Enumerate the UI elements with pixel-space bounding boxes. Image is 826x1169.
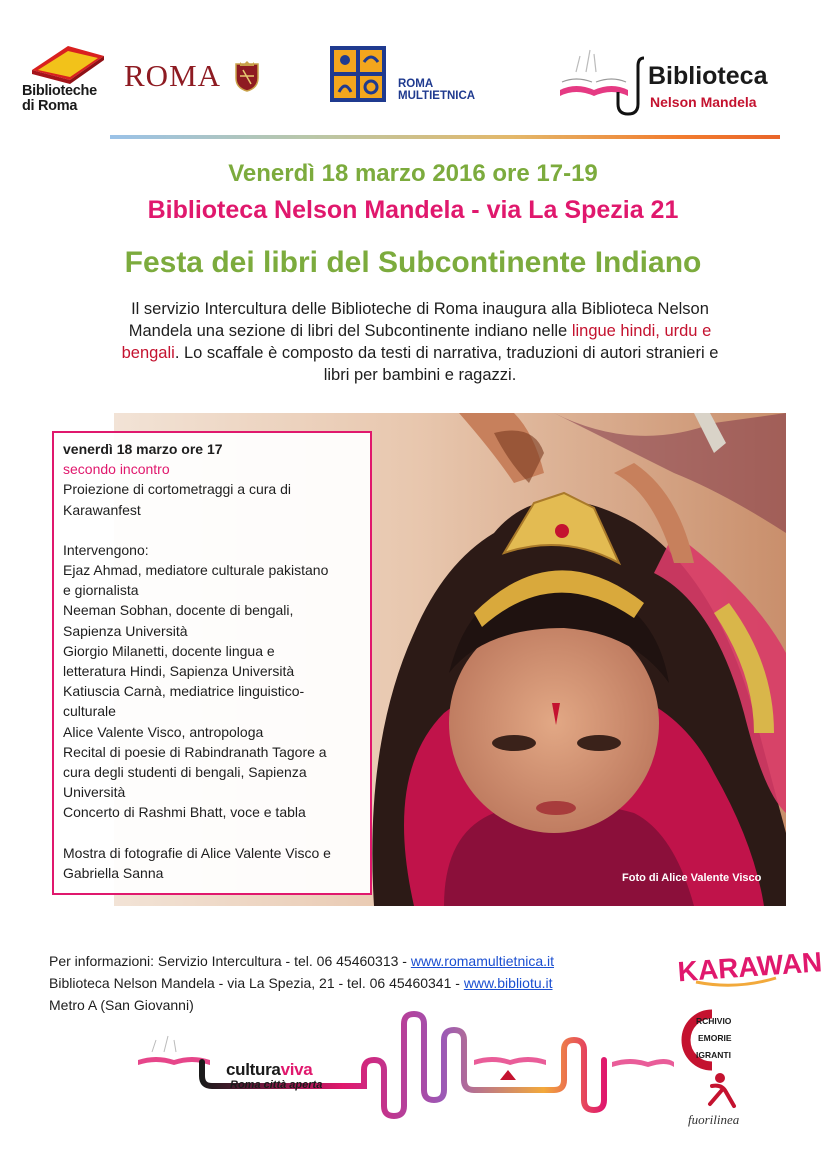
program-line: Concerto di Rashmi Bhatt, voce e tabla xyxy=(63,804,306,821)
svg-text:IGRANTI: IGRANTI xyxy=(696,1050,731,1060)
info-line-1 xyxy=(49,950,659,972)
archivio-c-icon xyxy=(678,1008,748,1072)
program-line: Ejaz Ahmad, mediatore culturale pakistano xyxy=(63,562,329,579)
fuorilinea-text: fuorilinea xyxy=(688,1112,740,1127)
biblioteca-nelson-mandela-logo xyxy=(556,42,796,118)
roma-logo xyxy=(124,58,221,98)
program-heading: venerdì 18 marzo ore 17 xyxy=(63,441,223,457)
program-line: Neeman Sobhan, docente di bengali, xyxy=(63,602,294,619)
info-line-3: Metro A (San Giovanni) xyxy=(49,997,194,1013)
program-line: cura degli studenti di bengali, Sapienza xyxy=(63,764,307,781)
program-line: Katiuscia Carnà, mediatrice linguistico- xyxy=(63,683,305,700)
multietnica-grid-icon xyxy=(330,46,386,102)
culturaviva-subtitle: Roma città aperta xyxy=(230,1079,323,1091)
info-line-2 xyxy=(49,972,659,994)
event-intro xyxy=(110,298,730,386)
karawan-wordmark-icon xyxy=(676,944,824,990)
program-line: Karawanfest xyxy=(63,501,141,518)
culturaviva-logo xyxy=(134,1010,674,1125)
archivio-memorie-migranti-logo xyxy=(678,1008,748,1072)
program-line: Gabriella Sanna xyxy=(63,864,164,881)
fuorilinea-figure-icon xyxy=(700,1072,740,1108)
program-line: Giorgio Milanetti, docente lingua e xyxy=(63,642,275,659)
intro-languages: lingue hindi, urdu e bengali xyxy=(121,322,712,362)
program-subheading: secondo incontro xyxy=(63,461,170,478)
multietnica-logo-text: ROMA MULTIETNICA xyxy=(398,78,476,102)
program-line: Recital di poesie di Rabindranath Tagore a xyxy=(63,743,327,760)
roma-logo-text: ROMA xyxy=(124,58,222,93)
program-line: letteratura Hindi, Sapienza Università xyxy=(63,663,295,680)
program-line: Sapienza Università xyxy=(63,622,188,639)
biblioteche-logo-text: Biblioteche di Roma xyxy=(22,83,97,114)
event-venue: Biblioteca Nelson Mandela - via La Spezia 21 xyxy=(147,196,679,224)
program-line: culturale xyxy=(63,703,116,720)
karawan-logo xyxy=(676,944,824,990)
program-line: Proiezione di cortometraggi a cura di xyxy=(63,481,292,498)
bibliotu-link[interactable]: www.bibliotu.it xyxy=(463,975,553,991)
svg-text:EMORIE: EMORIE xyxy=(698,1033,732,1043)
contact-info xyxy=(49,950,659,1016)
culturaviva-text: culturaviva xyxy=(226,1060,313,1079)
event-title: Festa dei libri del Subcontinente Indiano xyxy=(124,246,702,279)
nelson-logo-line2: Nelson Mandela xyxy=(650,94,757,110)
roma-shield-icon xyxy=(234,60,260,92)
culturaviva-pipe-icon xyxy=(134,1010,674,1125)
program-box xyxy=(52,431,372,895)
header-divider xyxy=(110,135,780,139)
info-phone-text: Per informazioni: Servizio Intercultura - tel. 06 45460313 - xyxy=(49,953,411,969)
biblioteche-di-roma-logo xyxy=(22,40,114,120)
open-book-pipe-icon xyxy=(556,42,652,118)
nelson-logo-line1: Biblioteca xyxy=(648,62,768,90)
book-icon xyxy=(28,40,108,84)
program-line: Intervengono: xyxy=(63,541,149,558)
program-line: Mostra di fotografie di Alice Valente Visco e xyxy=(63,844,331,861)
intro-text-1: Il servizio Intercultura delle Biblioteche di Roma inaugura alla Biblioteca Nelson Mandela una sezione di libri del Subcontinente indiano nelle xyxy=(128,300,709,340)
karawan-text: KARAWAN xyxy=(676,946,824,988)
info-address-text: Biblioteca Nelson Mandela - via La Spezia, 21 - tel. 06 45460341 - xyxy=(49,975,464,991)
fuorilinea-logo xyxy=(688,1072,758,1132)
event-date: Venerdì 18 marzo 2016 ore 17-19 xyxy=(228,160,598,187)
program-line: Alice Valente Visco, antropologa xyxy=(63,723,264,740)
intro-text-2: . Lo scaffale è composto da testi di narrativa, traduzioni di autori stranieri e libri per bambini e ragazzi. xyxy=(174,344,719,384)
romamultietnica-link[interactable]: www.romamultietnica.it xyxy=(410,953,555,969)
roma-multietnica-logo xyxy=(330,46,490,106)
svg-text:RCHIVIO: RCHIVIO xyxy=(696,1016,732,1026)
program-line: e giornalista xyxy=(63,582,139,599)
program-line: Università xyxy=(63,784,126,801)
photo-credit: Foto di Alice Valente Visco xyxy=(622,872,762,884)
